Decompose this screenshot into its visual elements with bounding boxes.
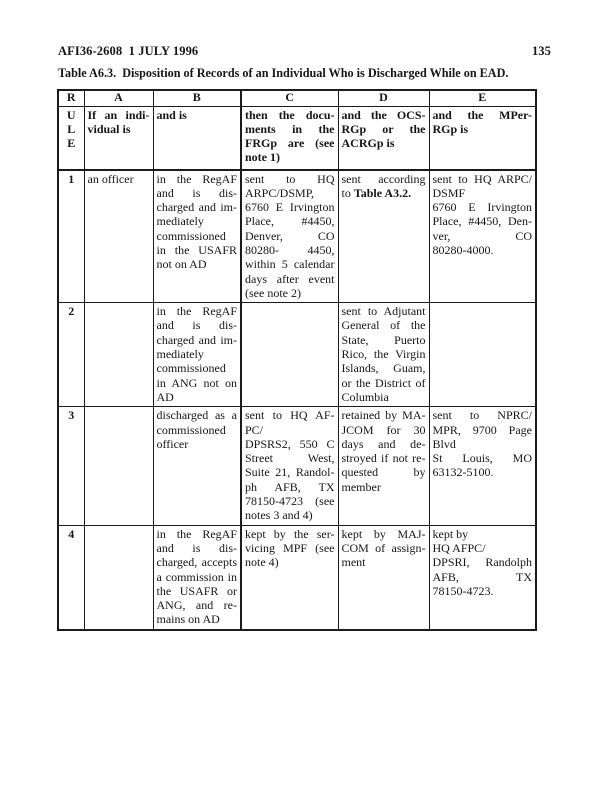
column-letter-c: C — [241, 90, 338, 106]
cell-c4: kept by the ser- vicing MPF (see note 4) — [241, 525, 338, 630]
table-row-rule-4 — [58, 525, 536, 630]
table-row-rule-1 — [58, 170, 536, 303]
rule-column-vertical-label: U L E — [58, 106, 84, 170]
cell-a4 — [84, 525, 153, 630]
heading-b: and is — [153, 106, 241, 170]
cell-b3: discharged as a commissioned officer — [153, 407, 241, 525]
cell-e4: kept by HQ AFPC/ DPSRI, Randolph AFB, TX 78150-4723. — [429, 525, 536, 630]
column-letter-a: A — [84, 90, 153, 106]
table-row-rule-3 — [58, 407, 536, 525]
cell-d2: sent to Adjutant General of the State, Puerto Rico, the Virgin Islands, Guam, or the District of Columbia — [338, 303, 429, 407]
document-id: AFI36-2608 1 JULY 1996 — [58, 44, 199, 58]
heading-d: and the OCS- RGp or the ACRGp is — [338, 106, 429, 170]
rule-number: 2 — [58, 303, 84, 407]
column-letter-e: E — [429, 90, 536, 106]
page-header — [58, 44, 551, 59]
rule-column-letter: R — [58, 90, 84, 106]
table-title: Table A6.3. Disposition of Records of an Individual Who is Discharged While on EAD. — [58, 66, 509, 80]
cell-a1: an officer — [84, 170, 153, 303]
column-letters-row — [58, 90, 536, 106]
cell-e2 — [429, 303, 536, 407]
column-letter-d: D — [338, 90, 429, 106]
column-letter-b: B — [153, 90, 241, 106]
cell-b4: in the RegAF and is dis- charged, accepts a commission in the USAFR or ANG, and re- mains on AD — [153, 525, 241, 630]
cell-d1: sent according to Table A3.2. — [338, 170, 429, 303]
page-number: 135 — [531, 44, 551, 58]
cell-a2 — [84, 303, 153, 407]
cell-a3 — [84, 407, 153, 525]
cell-c3: sent to HQ AF- PC/ DPSRS2, 550 C Street West, Suite 21, Randol- ph AFB, TX 78150-4723 (see notes 3 and 4) — [241, 407, 338, 525]
heading-e: and the MPer- RGp is — [429, 106, 536, 170]
cell-c1: sent to HQ ARPC/DSMP, 6760 E Irvington Place, #4450, Denver, CO 80280- 4450, within 5 calendar days after event (see note 2) — [241, 170, 338, 303]
rule-number: 4 — [58, 525, 84, 630]
cell-b2: in the RegAF and is dis- charged and im- mediately commissioned in ANG not on AD — [153, 303, 241, 407]
cell-c2 — [241, 303, 338, 407]
disposition-of-records-table — [57, 89, 537, 631]
cell-b1: in the RegAF and is dis- charged and im- mediately commissioned in the USAFR not on AD — [153, 170, 241, 303]
cell-e3: sent to NPRC/ MPR, 9700 Page Blvd St Louis, MO 63132-5100. — [429, 407, 536, 525]
heading-a: If an indi- vidual is — [84, 106, 153, 170]
cell-d4: kept by MAJ- COM of assign- ment — [338, 525, 429, 630]
rule-number: 3 — [58, 407, 84, 525]
table-row-rule-2 — [58, 303, 536, 407]
column-headings-row — [58, 106, 536, 170]
heading-c: then the docu- ments in the FRGp are (see note 1) — [241, 106, 338, 170]
cell-e1: sent to HQ ARPC/ DSMF 6760 E Irvington Place, #4450, Den- ver, CO 80280-4000. — [429, 170, 536, 303]
rule-number: 1 — [58, 170, 84, 303]
cell-d3: retained by MA- JCOM for 30 days and de- stroyed if not re- quested by member — [338, 407, 429, 525]
